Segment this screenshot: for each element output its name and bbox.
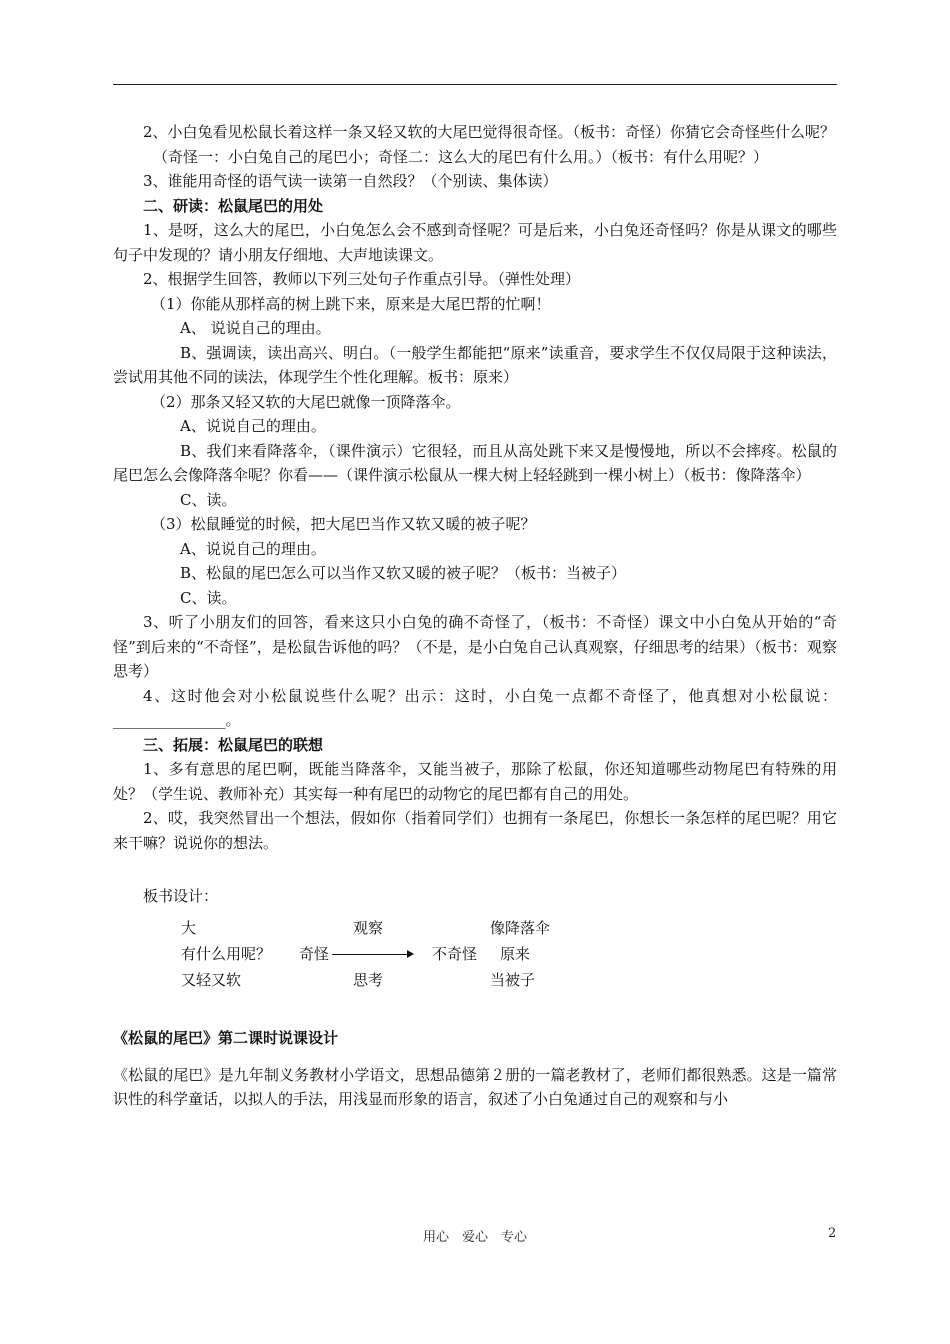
question-item: （2）那条又轻又软的大尾巴就像一顶降落伞。 [151,392,461,411]
lesson-title: 《松鼠的尾巴》第二课时说课设计 [113,1029,339,1047]
sub-item: B、我们来看降落伞，（课件演示）它很轻，而且从高处跳下来又是慢慢地，所以不会摔疼。松鼠的尾巴怎么会像降落伞呢？你看——（课件演示松鼠从一棵大树上轻轻跳到一棵小树上）（板书：像降落伞） [113,441,837,484]
paragraph: 2、小白兔看见松鼠长着这样一条又轻又软的大尾巴觉得很奇怪。（板书：奇怪）你猜它会奇怪些什么呢？ [143,123,836,141]
board-text: 大 [181,919,197,937]
sub-item: A、说说自己的理由。 [180,417,326,435]
board-text: 当被子 [490,971,536,989]
blackboard-design [113,916,837,996]
section-heading: 三、拓展：松鼠尾巴的联想 [143,735,324,754]
arrow-line [332,954,410,955]
question-item: （3）松鼠睡觉的时候，把大尾巴当作又软又暖的被子呢？ [151,515,536,533]
board-text: 又轻又软 [181,971,242,989]
paragraph: 3、谁能用奇怪的语气读一读第一自然段？（个别读、集体读） [143,172,558,190]
board-text: 不奇怪 [432,945,478,963]
footer-motto: 用心 爱心 专心 [422,1230,527,1245]
sub-item: A、说说自己的理由。 [180,539,326,558]
paragraph: 1、多有意思的尾巴啊，既能当降落伞，又能当被子，那除了松鼠，你还知道哪些动物尾巴有特殊的用处？（学生说、教师补充）其实每一种有尾巴的动物它的尾巴都有自己的用处。 [113,760,837,803]
board-text: 像降落伞 [490,919,551,937]
board-text: 原来 [500,945,531,963]
sub-item: C、读。 [180,588,237,607]
sub-item: A、 说说自己的理由。 [180,319,331,337]
paragraph: 1、是呀，这么大的尾巴，小白兔怎么会不感到奇怪呢？可是后来，小白兔还奇怪吗？你是从课文的哪些句子中发现的？请小朋友仔细地、大声地读课文。 [113,221,837,264]
board-text: 思考 [353,971,384,989]
document-body [113,120,837,1112]
paragraph: 4、这时他会对小松鼠说些什么呢？出示：这时，小白兔一点都不奇怪了，他真想对小松鼠说：_______________。 [113,686,837,729]
board-text: 观察 [353,919,384,937]
blackboard-label: 板书设计： [143,886,219,905]
paragraph: 3、听了小朋友们的回答，看来这只小白兔的确不奇怪了，（板书：不奇怪）课文中小白兔从开始的“奇怪”到后来的“不奇怪”，是松鼠告诉他的吗？（不是，是小白兔自己认真观察，仔细思考的结果）（板书：观察思考） [113,613,837,680]
sub-item: C、读。 [180,490,237,509]
question-item: （1）你能从那样高的树上跳下来，原来是大尾巴帮的忙啊！ [151,294,551,313]
page-number: 2 [828,1226,837,1241]
paragraph: 2、根据学生回答，教师以下列三处句子作重点引导。（弹性处理） [143,270,581,288]
board-text: 奇怪 [299,945,330,963]
sub-item: B、松鼠的尾巴怎么可以当作又软又暖的被子呢？（板书：当被子） [180,564,627,582]
section-heading: 二、研读：松鼠尾巴的用处 [143,196,324,215]
paragraph: （奇怪一：小白兔自己的尾巴小；奇怪二：这么大的尾巴有什么用。）（板书：有什么用呢？） [153,147,769,166]
sub-item: B、强调读，读出高兴、明白。（一般学生都能把“原来”读重音，要求学生不仅仅局限于这种读法，尝试用其他不同的读法，体现学生个性化理解。板书：原来） [113,343,837,386]
header-rule [113,84,837,85]
arrow-icon [407,950,414,958]
board-text: 有什么用呢？ [181,945,272,963]
paragraph: 《松鼠的尾巴》是九年制义务教材小学语文，思想品德第２册的一篇老教材了，老师们都很熟悉。这是一篇常识性的科学童话，以拟人的手法，用浅显而形象的语言，叙述了小白兔通过自己的观察和与小 [113,1065,837,1108]
paragraph: 2、哎，我突然冒出一个想法，假如你（指着同学们）也拥有一条尾巴，你想长一条怎样的尾巴呢？用它来干嘛？说说你的想法。 [113,809,837,852]
